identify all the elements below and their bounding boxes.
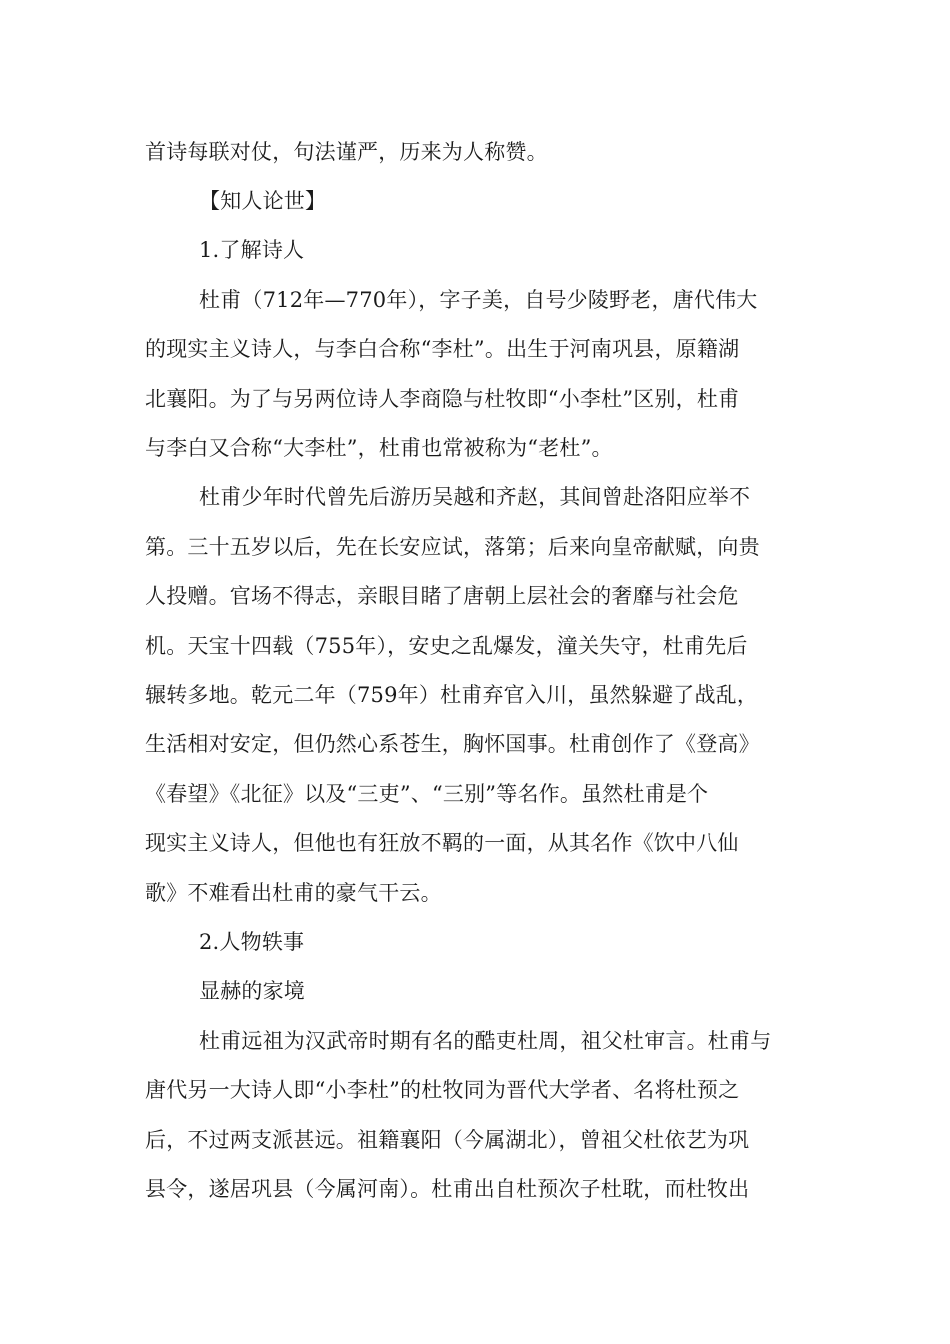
line-text: 辗转多地。乾元二年（759年）杜甫弃官入川，虽然躲避了战乱， — [145, 683, 759, 707]
line-text: 的现实主义诗人，与李白合称“李杜”。出生于河南巩县，原籍湖 — [145, 337, 740, 361]
subheading-text: 1.了解诗人 — [199, 238, 305, 262]
text-line — [0, 576, 950, 616]
text-line — [0, 1169, 950, 1209]
text-line — [0, 428, 950, 468]
text-line — [0, 724, 950, 764]
text-line — [0, 280, 950, 320]
text-line — [0, 1021, 950, 1061]
text-line — [0, 477, 950, 517]
subheading — [0, 971, 950, 1011]
section-heading — [0, 181, 950, 221]
subheading-text: 2.人物轶事 — [199, 930, 305, 954]
line-text: 后，不过两支派甚远。祖籍襄阳（今属湖北），曾祖父杜依艺为巩 — [145, 1128, 750, 1152]
line-text: 杜甫（712年—770年），字子美，自号少陵野老，唐代伟大 — [199, 288, 758, 312]
text-line — [0, 873, 950, 913]
line-text: 机。天宝十四载（755年），安史之乱爆发，潼关失守，杜甫先后 — [145, 634, 748, 658]
text-line — [0, 379, 950, 419]
line-text: 人投赠。官场不得志，亲眼目睹了唐朝上层社会的奢靡与社会危 — [145, 584, 739, 608]
text-line — [0, 675, 950, 715]
line-text: 与李白又合称“大李杜”，杜甫也常被称为“老杜”。 — [145, 436, 613, 460]
subheading — [0, 230, 950, 270]
line-text: 县令，遂居巩县（今属河南）。杜甫出自杜预次子杜耽，而杜牧出 — [145, 1177, 750, 1201]
text-line — [0, 329, 950, 369]
text-line — [0, 1120, 950, 1160]
line-text: 唐代另一大诗人即“小李杜”的杜牧同为晋代大学者、名将杜预之 — [145, 1078, 740, 1102]
text-line — [0, 527, 950, 567]
subheading-text: 显赫的家境 — [199, 979, 305, 1003]
text-line — [0, 132, 950, 172]
heading-text: 【知人论世】 — [199, 189, 327, 213]
line-text: 《春望》《北征》以及“三吏”、“三别”等名作。虽然杜甫是个 — [145, 782, 709, 806]
text-line — [0, 1070, 950, 1110]
text-line — [0, 626, 950, 666]
line-text: 歌》不难看出杜甫的豪气干云。 — [145, 881, 442, 905]
line-text: 生活相对安定，但仍然心系苍生，胸怀国事。杜甫创作了《登高》 — [145, 732, 760, 756]
line-text: 杜甫少年时代曾先后游历吴越和齐赵，其间曾赴洛阳应举不 — [199, 485, 751, 509]
text-line — [0, 823, 950, 863]
line-text: 杜甫远祖为汉武帝时期有名的酷吏杜周，祖父杜审言。杜甫与 — [199, 1029, 772, 1053]
subheading — [0, 922, 950, 962]
line-text: 北襄阳。为了与另两位诗人李商隐与杜牧即“小李杜”区别，杜甫 — [145, 387, 740, 411]
text-line — [0, 774, 950, 814]
line-text: 第。三十五岁以后，先在长安应试，落第；后来向皇帝献赋，向贵 — [145, 535, 760, 559]
line-text: 现实主义诗人，但他也有狂放不羁的一面，从其名作《饮中八仙 — [145, 831, 739, 855]
line-text: 首诗每联对仗，句法谨严，历来为人称赞。 — [145, 140, 548, 164]
